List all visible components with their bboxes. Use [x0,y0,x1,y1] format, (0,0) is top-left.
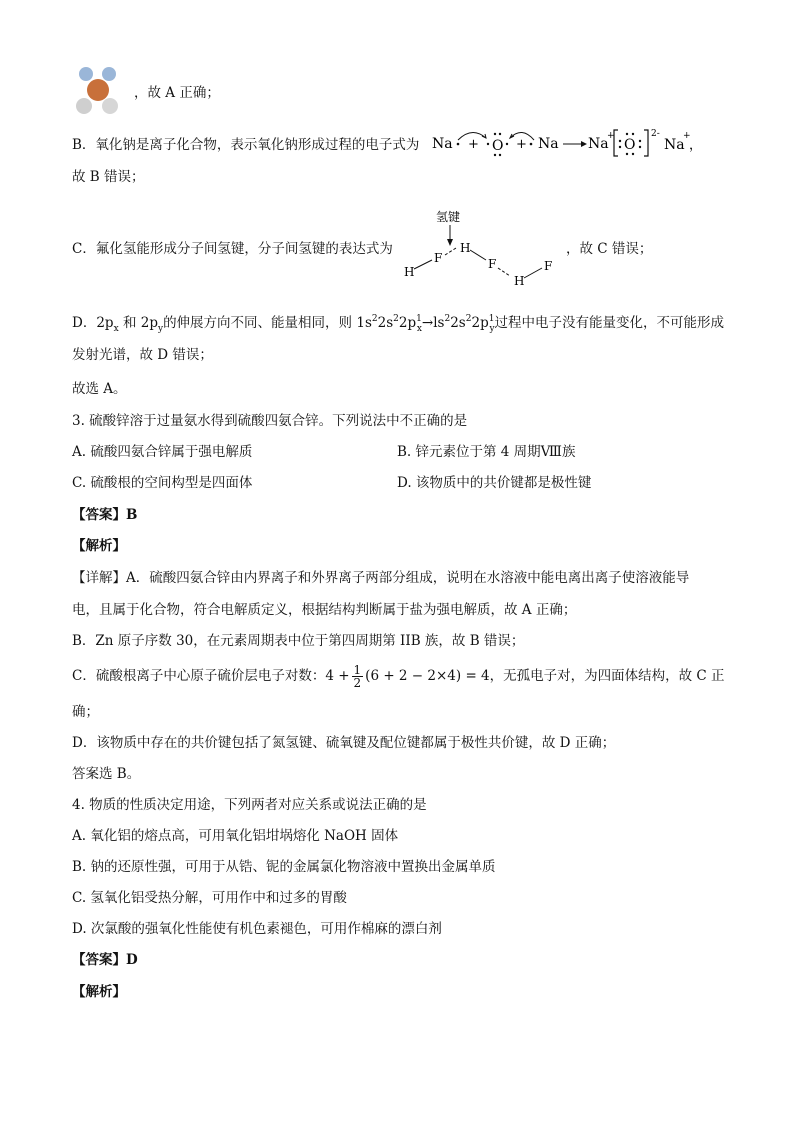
question-4-analysis-header: 【解析】 [72,984,126,1000]
sup-2b: 2 [393,314,399,324]
sup-2d: 2 [465,314,472,324]
line-d-continuation: 发射光谱，故 D 错误； [72,347,213,363]
question-3-answer: 【答案】B [72,507,138,523]
orbital-2s: 2s [377,315,394,331]
fraction-denominator: 2 [353,676,362,690]
question-3-detail-4 [72,664,725,689]
line-d-part-c: 的伸展方向不同、能量相同，则 1s [163,315,372,331]
question-3-detail-1: 【详解】A．硫酸四氨合锌由内界离子和外界离子两部分组成，说明在水溶液中能电离出离子使溶液能导 [72,570,690,586]
line-b-conclusion: 故 B 错误； [72,169,145,185]
oxygen-atom: O [492,138,504,154]
line-d-part-b: 和 2p [122,315,158,331]
na-atom-2: Na [538,136,559,152]
oxide-ion-charge: 2- [651,129,660,139]
na-atom-1: Na [432,136,453,152]
fraction-one-half [352,664,364,689]
question-3-option-a: A. 硫酸四氨合锌属于强电解质 [72,444,253,460]
question-3-option-c: C. 硫酸根的空间构型是四面体 [72,475,253,491]
orbital-2p: 2p [398,315,417,331]
f-atom-1: F [434,251,443,265]
na-ion-2-charge: + [683,131,691,141]
hydrogen-bond-label: 氢键 [436,210,461,224]
question-4-option-b: B. 钠的还原性强，可用于从锆、铌的金属氯化物溶液中置换出金属单质 [72,859,496,875]
question-4-stem: 4. 物质的性质决定用途，下列两者对应关系或说法正确的是 [72,797,427,813]
orbital-2s-b: 2s [450,315,466,331]
na2o-formation-formula [430,122,705,160]
question-3-option-b: B. 锌元素位于第 4 周期Ⅷ族 [397,444,576,460]
question-4-option-a: A. 氧化铝的熔点高，可用氧化铝坩埚熔化 NaOH 固体 [72,828,399,844]
sub-x: x [113,324,119,334]
fraction-numerator: 1 [353,663,362,677]
line-c-conclusion: ，故 C 错误； [566,241,653,257]
line-a-conclusion: ，故 A 正确； [134,85,220,101]
question-3-final-answer: 答案选 B。 [72,766,141,782]
line-d-part-a: D．2p [72,315,114,331]
h-atom-3: H [514,274,525,288]
h-atom-1: H [404,265,415,279]
detail-4-part-b: (6 + 2 − 2×4) = 4，无孤电子对，为四面体结构，故 C 正 [365,668,725,684]
formula-tail-comma: ， [689,138,703,153]
f-atom-3: F [544,259,553,273]
detail-4-part-a: C．硫酸根离子中心原子硫价层电子对数：4 + [72,668,350,684]
question-4-option-d: D. 次氯酸的强氧化性能使有机色素褪色，可用作棉麻的漂白剂 [72,921,442,937]
na-ion-1-charge: + [607,131,615,141]
line-d-part-d: 过程中电子没有能量变化，不可能形成 [494,315,725,331]
question-3-option-d: D. 该物质中的共价键都是极性键 [397,475,592,491]
final-choice-a: 故选 A。 [72,381,127,397]
h-atom-2: H [460,241,471,255]
sub-y-2: y [489,324,495,334]
plus-sign-2: + [516,137,527,152]
sup-1a: 1 [416,314,422,324]
orbital-arrow: →ls [421,315,445,331]
oxide-ion-o: O [624,137,636,153]
question-3-detail-2: 电，且属于化合物，符合电解质定义，根据结构判断属于盐为强电解质，故 A 正确； [72,602,577,618]
plus-sign-1: + [468,137,479,152]
f-atom-2: F [488,257,497,271]
sup-2a: 2 [371,314,378,324]
sup-2c: 2 [444,314,451,324]
water-molecule-model-icon [72,64,132,116]
question-3-detail-6: D．该物质中存在的共价键包括了氮氢键、硫氧键及配位键都属于极性共价键，故 D 正确； [72,735,616,751]
line-c-statement: C．氟化氢能形成分子间氢键，分子间氢键的表达式为 [72,241,393,257]
line-b-statement [72,136,419,154]
line-b-text: B．氧化钠是离子化合物，表示氧化钠形成过程的电子式为 [72,137,420,153]
sub-y: y [157,324,164,334]
question-4-option-c: C. 氢氧化铝受热分解，可用作中和过多的胃酸 [72,890,347,906]
question-3-stem: 3. 硫酸锌溶于过量氨水得到硫酸四氨合锌。下列说法中不正确的是 [72,413,468,429]
na-ion-1: Na [588,136,609,152]
sub-x-2: x [416,324,422,334]
question-3-analysis-header: 【解析】 [72,538,126,554]
sup-1b: 1 [488,314,495,324]
question-4-answer: 【答案】D [72,952,138,968]
na-ion-2: Na [664,137,685,153]
orbital-2p-b: 2p [471,315,489,331]
line-d-statement [72,314,724,334]
question-3-detail-3: B．Zn 原子序数 30，在元素周期表中位于第四周期第 IIB 族，故 B 错误； [72,633,525,649]
question-3-detail-5: 确； [72,704,99,720]
hydrogen-bond-diagram [398,208,568,290]
